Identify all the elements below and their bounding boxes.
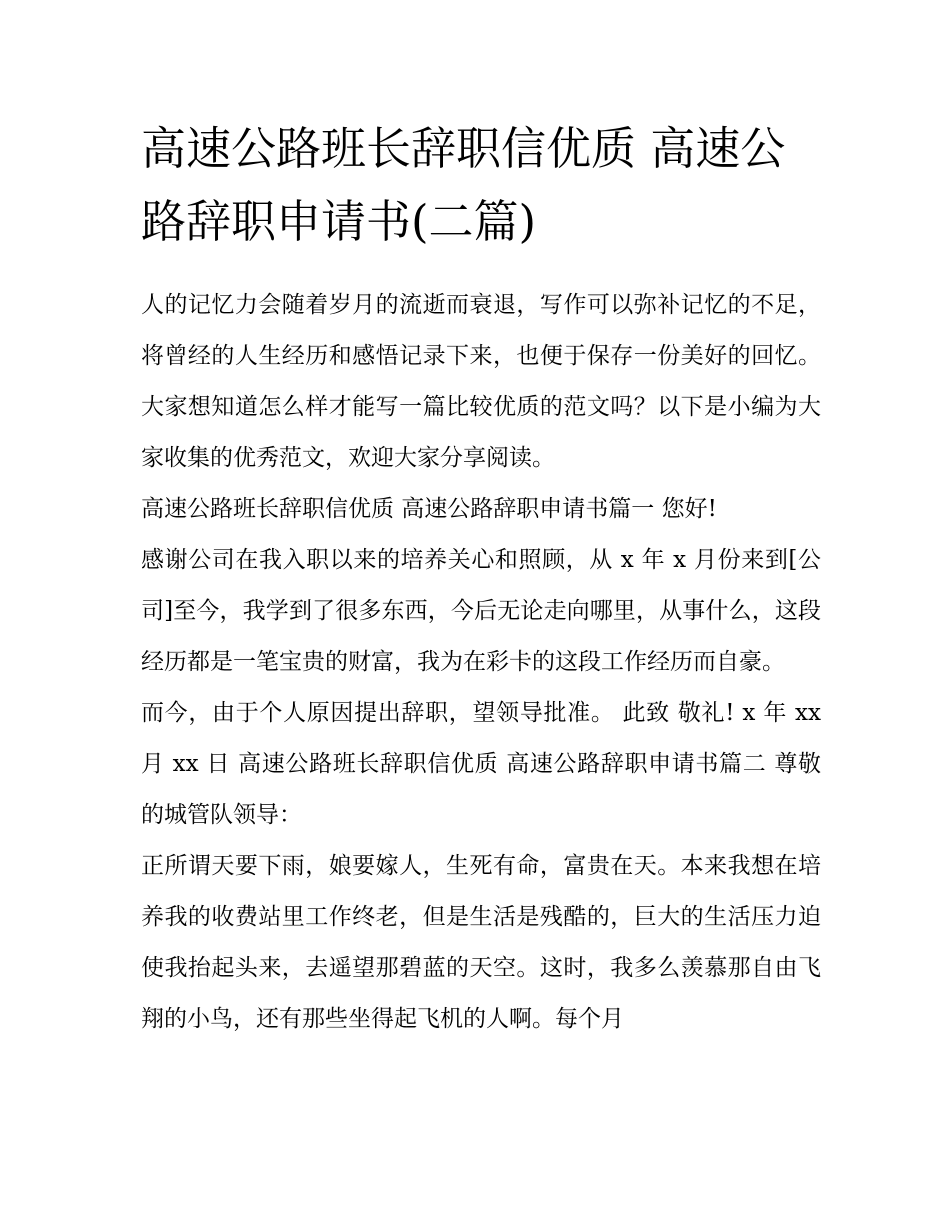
paragraph-letter-one-closing: 而今，由于个人原因提出辞职，望领导批准。 此致 敬礼! x 年 xx 月 xx 日 高速公路班长辞职信优质 高速公路辞职申请书篇二 尊敬的城管队领导： bbox=[141, 700, 821, 828]
paragraph-intro: 人的记忆力会随着岁月的流逝而衰退，写作可以弥补记忆的不足，将曾经的人生经历和感悟记录下来，也便于保存一份美好的回忆。大家想知道怎么样才能写一篇比较优质的范文吗？以下是小编为大家收集的优秀范文，欢迎大家分享阅读。 bbox=[141, 292, 821, 471]
paragraph-letter-one-body: 感谢公司在我入职以来的培养关心和照顾，从 x 年 x 月份来到[公司]至今，我学到了很多东西，今后无论走向哪里，从事什么，这段经历都是一笔宝贵的财富，我为在彩卡的这段工作经历而自豪。 bbox=[141, 547, 821, 675]
document-title: 高速公路班长辞职信优质 高速公路辞职申请书(二篇) bbox=[141, 122, 786, 248]
document-body bbox=[141, 280, 821, 1045]
paragraph-letter-two-body: 正所谓天要下雨，娘要嫁人，生死有命，富贵在天。本来我想在培养我的收费站里工作终老，但是生活是残酷的，巨大的生活压力迫使我抬起头来，去遥望那碧蓝的天空。这时，我多么羡慕那自由飞翔的小鸟，还有那些坐得起飞机的人啊。每个月 bbox=[141, 853, 821, 1032]
paragraph-letter-one-heading: 高速公路班长辞职信优质 高速公路辞职申请书篇一 您好! bbox=[141, 496, 717, 522]
